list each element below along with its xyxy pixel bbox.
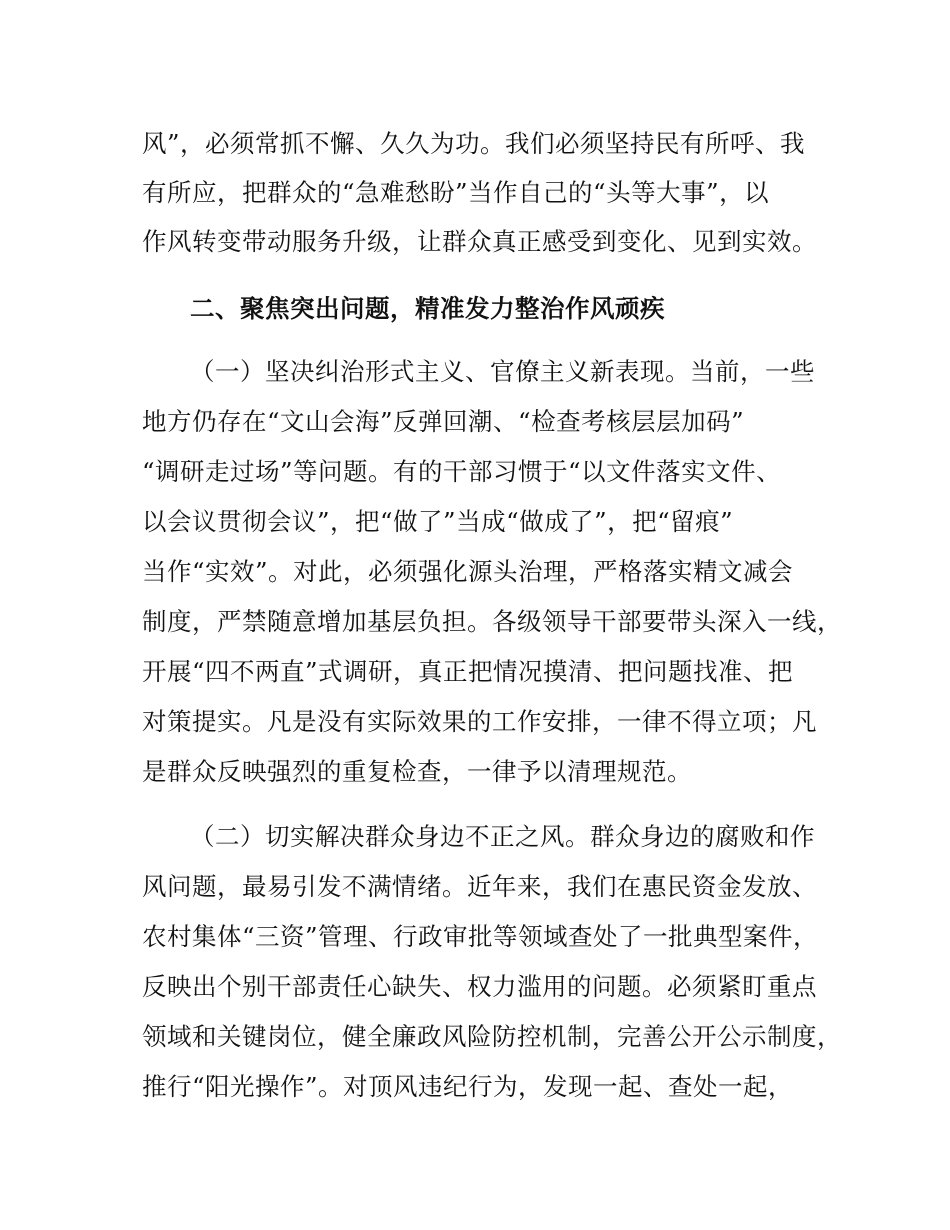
paragraph-line: 当作“实效”。对此，必须强化源头治理，严格落实精文减会 [142, 557, 794, 586]
section-heading: 二、聚焦突出问题，精准发力整治作风顽疾 [190, 294, 665, 323]
paragraph-line: 风问题，最易引发不满情绪。近年来，我们在惠民资金发放、 [142, 872, 817, 901]
paragraph-line: 反映出个别干部责任心缺失、权力滥用的问题。必须紧盯重点 [142, 972, 817, 1001]
paragraph-line: 农村集体“三资”管理、行政审批等领域查处了一批典型案件， [142, 922, 819, 951]
paragraph-line: 地方仍存在“文山会海”反弹回潮、“检查考核层层加码” [142, 407, 745, 436]
paragraph-line: 风”，必须常抓不懈、久久为功。我们必须坚持民有所呼、我 [142, 129, 806, 158]
paragraph-line: 领域和关键岗位，健全廉政风险防控机制，完善公开公示制度， [142, 1022, 842, 1051]
paragraph-line: （一）坚决纠治形式主义、官僚主义新表现。当前，一些 [190, 357, 815, 386]
paragraph-line: 制度，严禁随意增加基层负担。各级领导干部要带头深入一线， [142, 607, 842, 636]
paragraph-line: 推行“阳光操作”。对顶风违纪行为，发现一起、查处一起， [142, 1072, 794, 1101]
paragraph-line: 作风转变带动服务升级，让群众真正感受到变化、见到实效。 [142, 227, 817, 256]
paragraph-line: 对策提实。凡是没有实际效果的工作安排，一律不得立项；凡 [142, 707, 817, 736]
paragraph-line: “调研走过场”等问题。有的干部习惯于“以文件落实文件、 [142, 457, 782, 486]
paragraph-line: 开展“四不两直”式调研，真正把情况摸清、把问题找准、把 [142, 657, 794, 686]
paragraph-line: 是群众反映强烈的重复检查，一律予以清理规范。 [142, 757, 692, 786]
paragraph-line: （二）切实解决群众身边不正之风。群众身边的腐败和作 [190, 822, 815, 851]
paragraph-line: 有所应，把群众的“急难愁盼”当作自己的“头等大事”，以 [142, 178, 770, 207]
paragraph-line: 以会议贯彻会议”，把“做了”当成“做成了”，把“留痕” [142, 507, 734, 536]
